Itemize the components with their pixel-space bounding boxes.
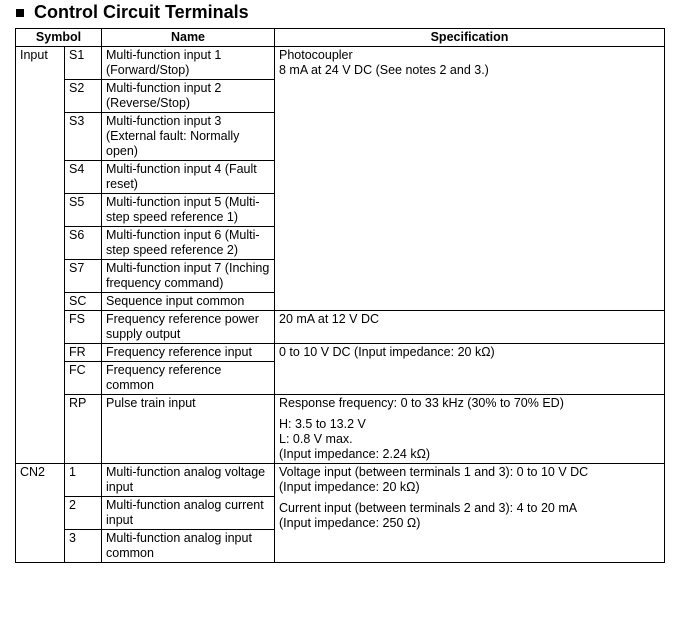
terminal-symbol: S3 xyxy=(65,113,102,161)
terminal-name: Multi-function analog voltage input xyxy=(102,464,275,497)
header-symbol: Symbol xyxy=(16,29,102,47)
table-row xyxy=(16,395,665,464)
spec-analog xyxy=(275,464,665,563)
terminal-name: Sequence input common xyxy=(102,293,275,311)
spec-fs: 20 mA at 12 V DC xyxy=(275,311,665,344)
section-title xyxy=(16,2,249,23)
terminal-name: Frequency reference input xyxy=(102,344,275,362)
terminal-symbol: SC xyxy=(65,293,102,311)
terminal-symbol: S5 xyxy=(65,194,102,227)
terminal-symbol: 2 xyxy=(65,497,102,530)
terminal-name: Multi-function analog input common xyxy=(102,530,275,563)
table-row xyxy=(16,47,665,80)
terminal-name: Multi-function input 5 (Multi-step speed reference 1) xyxy=(102,194,275,227)
terminal-name: Multi-function input 4 (Fault reset) xyxy=(102,161,275,194)
terminal-name: Frequency reference common xyxy=(102,362,275,395)
terminal-name: Pulse train input xyxy=(102,395,275,464)
terminal-symbol: FR xyxy=(65,344,102,362)
table-row xyxy=(16,311,665,344)
spec-line: L: 0.8 V max. xyxy=(279,432,353,446)
spec-line: (Input impedance: 250 Ω) xyxy=(279,516,421,530)
header-name: Name xyxy=(102,29,275,47)
spec-rp xyxy=(275,395,665,464)
terminal-symbol: RP xyxy=(65,395,102,464)
terminal-symbol: FS xyxy=(65,311,102,344)
control-terminals-table xyxy=(15,28,665,563)
spec-line: 8 mA at 24 V DC (See notes 2 and 3.) xyxy=(279,63,489,77)
spec-line: Response frequency: 0 to 33 kHz (30% to 70% ED) xyxy=(279,396,564,410)
square-bullet-icon xyxy=(16,9,24,17)
spec-line: (Input impedance: 20 kΩ) xyxy=(279,480,420,494)
terminal-symbol: S4 xyxy=(65,161,102,194)
terminal-symbol: S2 xyxy=(65,80,102,113)
terminal-name: Multi-function input 6 (Multi-step speed reference 2) xyxy=(102,227,275,260)
spec-line: Voltage input (between terminals 1 and 3): 0 to 10 V DC xyxy=(279,465,589,479)
terminal-symbol: S7 xyxy=(65,260,102,293)
terminal-symbol: 3 xyxy=(65,530,102,563)
spec-line: Photocoupler xyxy=(279,48,353,62)
terminal-symbol: FC xyxy=(65,362,102,395)
table-row xyxy=(16,344,665,362)
terminal-name: Multi-function input 2 (Reverse/Stop) xyxy=(102,80,275,113)
terminal-symbol: 1 xyxy=(65,464,102,497)
spec-fr-fc: 0 to 10 V DC (Input impedance: 20 kΩ) xyxy=(275,344,665,395)
terminal-name: Frequency reference power supply output xyxy=(102,311,275,344)
spec-line: H: 3.5 to 13.2 V xyxy=(279,417,366,431)
terminal-name: Multi-function analog current input xyxy=(102,497,275,530)
table-row xyxy=(16,464,665,497)
terminal-name: Multi-function input 3 (External fault: Normally open) xyxy=(102,113,275,161)
spec-line: (Input impedance: 2.24 kΩ) xyxy=(279,447,431,461)
group-label-input: Input xyxy=(16,47,65,464)
terminal-name: Multi-function input 1 (Forward/Stop) xyxy=(102,47,275,80)
terminal-symbol: S6 xyxy=(65,227,102,260)
spec-line: Current input (between terminals 2 and 3): 4 to 20 mA xyxy=(279,501,578,515)
table-header-row xyxy=(16,29,665,47)
terminal-symbol: S1 xyxy=(65,47,102,80)
group-label-cn2: CN2 xyxy=(16,464,65,563)
header-specification: Specification xyxy=(275,29,665,47)
spec-photocoupler xyxy=(275,47,665,311)
section-title-text: Control Circuit Terminals xyxy=(34,2,249,22)
terminal-name: Multi-function input 7 (Inching frequency command) xyxy=(102,260,275,293)
